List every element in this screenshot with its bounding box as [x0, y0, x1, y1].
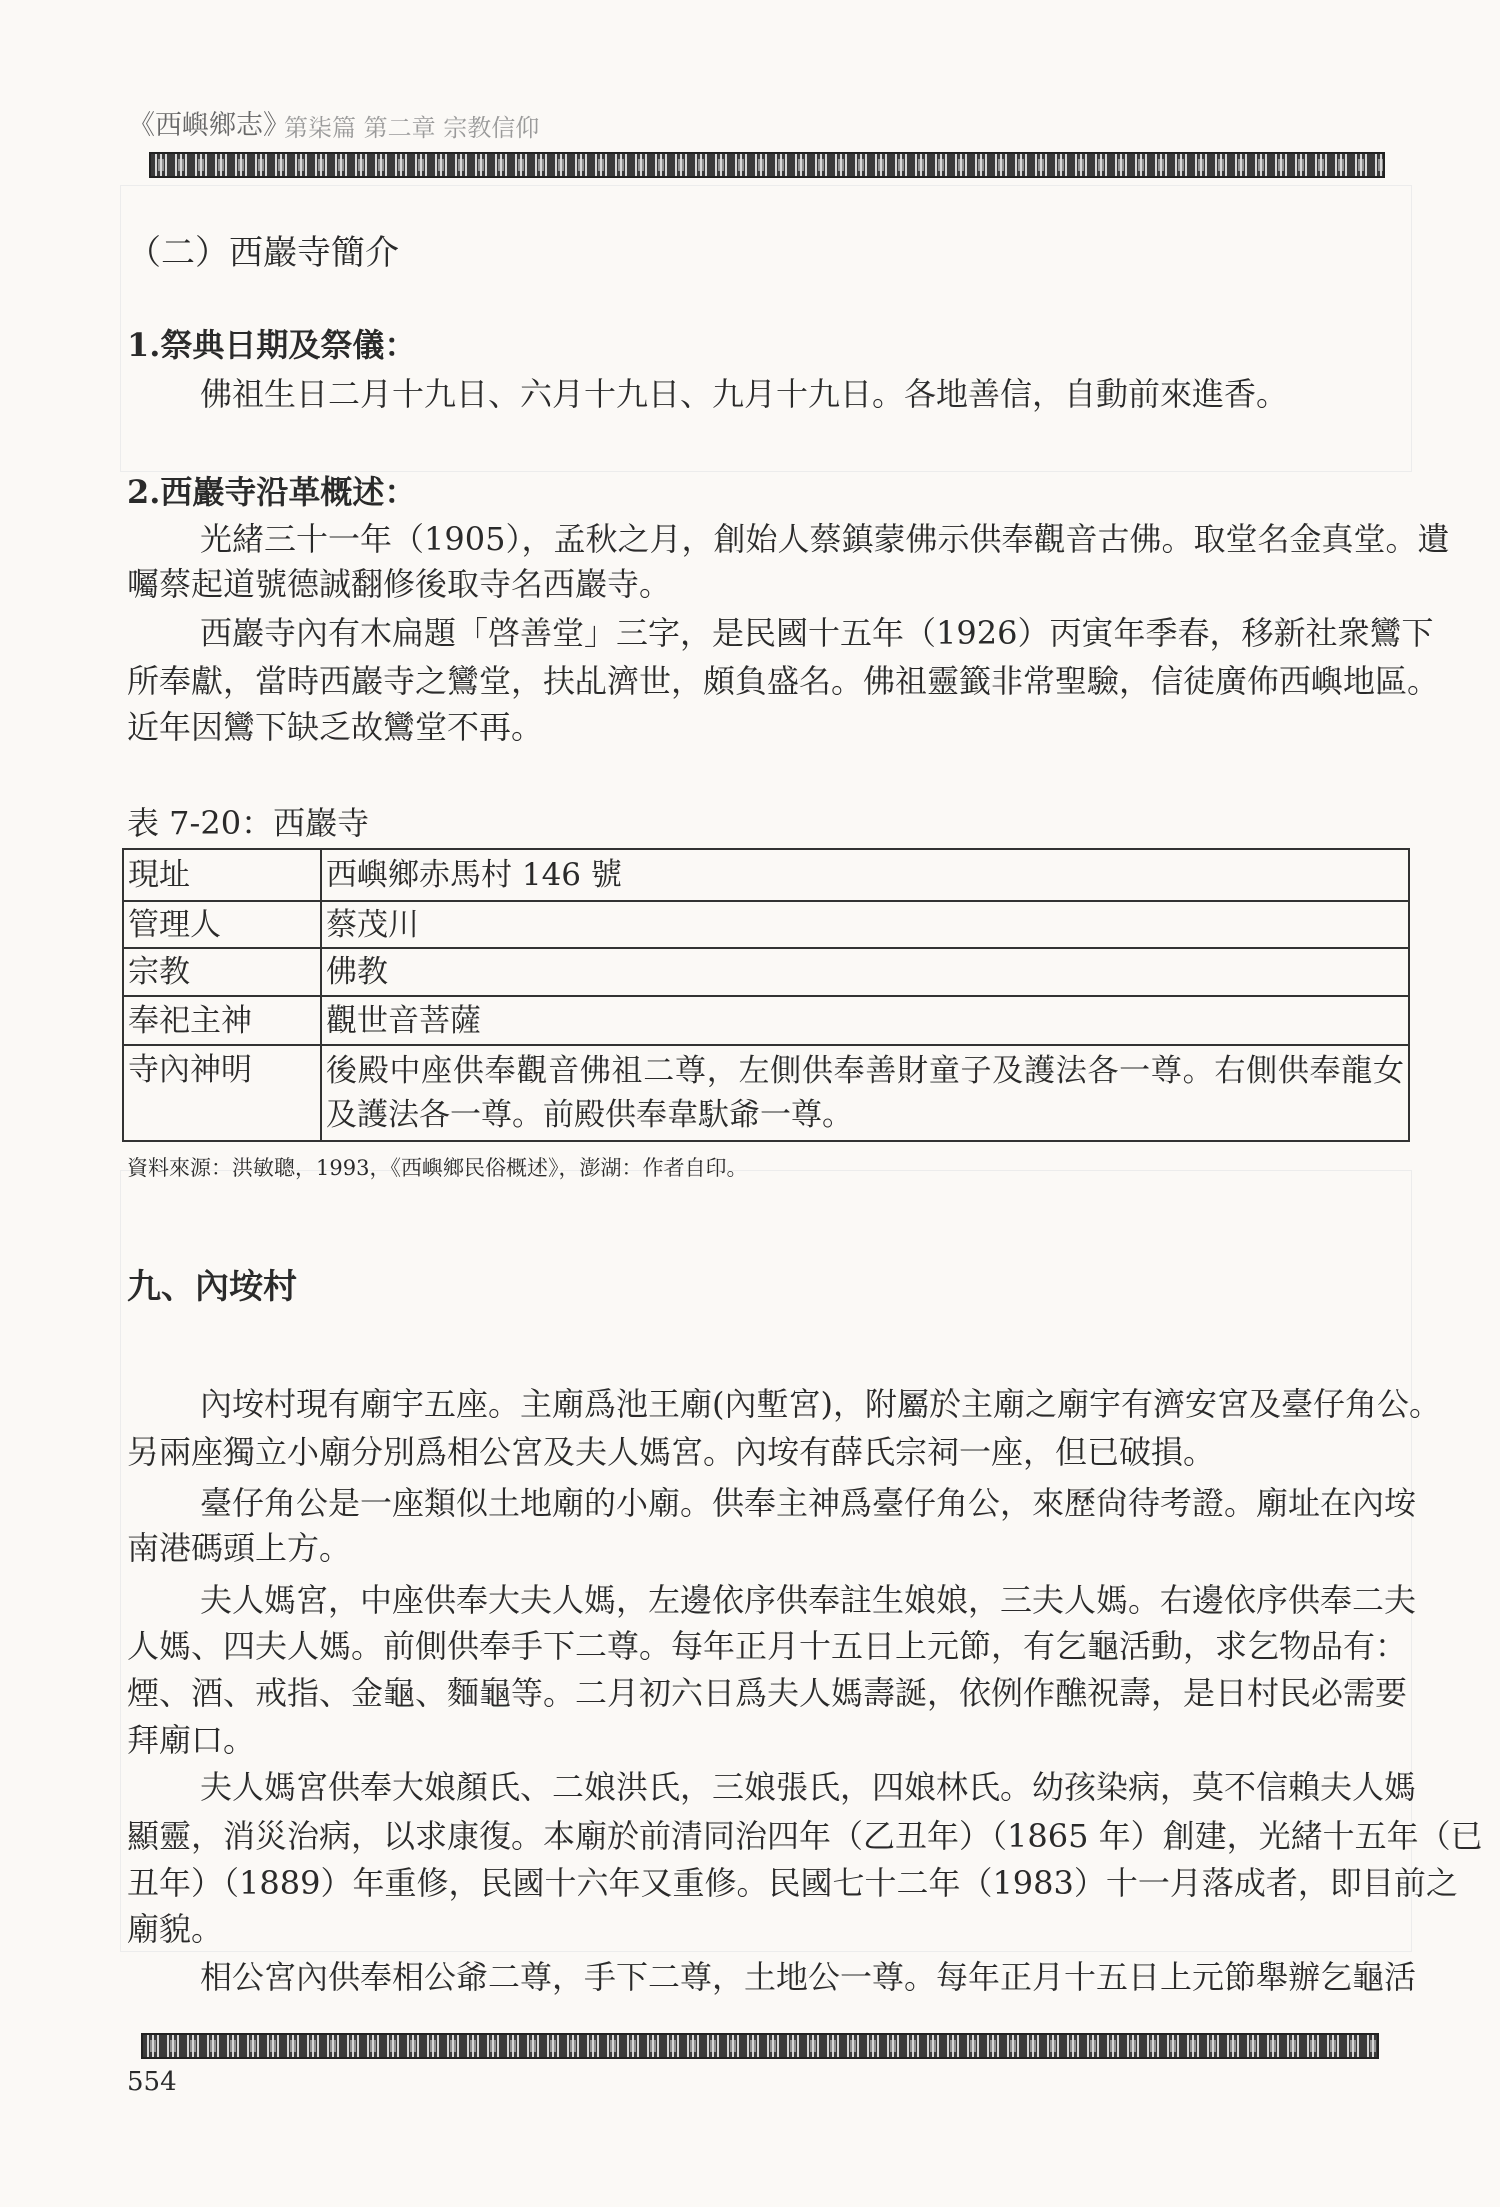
table-value: 觀世音菩薩	[321, 996, 1409, 1045]
temple-info-table	[122, 848, 1410, 1142]
paragraph-line: 所奉獻，當時西巖寺之鸞堂，扶乩濟世，頗負盛名。佛祖靈籤非常聖驗，信徒廣佈西嶼地區。	[127, 662, 1440, 700]
section-title: 九、內垵村	[127, 1267, 297, 1307]
running-header-title: 《西嶼鄉志》	[128, 110, 290, 141]
table-row	[123, 849, 1409, 901]
subsection-title: 1.祭典日期及祭儀：	[127, 326, 417, 364]
table-key: 奉祀主神	[123, 996, 321, 1045]
top-decorative-border	[149, 152, 1385, 178]
table-value: 西嶼鄉赤馬村 146 號	[321, 849, 1409, 901]
paragraph-line: 煙、酒、戒指、金龜、麵龜等。二月初六日爲夫人媽壽誕，依例作醮祝壽，是日村民必需要	[127, 1674, 1408, 1712]
table-value: 佛教	[321, 948, 1409, 996]
paragraph-line: 人媽、四夫人媽。前側供奉手下二尊。每年正月十五日上元節，有乞龜活動，求乞物品有：	[127, 1627, 1408, 1665]
table-caption: 表 7-20：西巖寺	[127, 804, 370, 842]
table-source-note: 資料來源：洪敏聰，1993，《西嶼鄉民俗概述》，澎湖：作者自印。	[127, 1156, 748, 1180]
table-key: 寺內神明	[123, 1045, 321, 1141]
table-row	[123, 901, 1409, 948]
paragraph-line: 西巖寺內有木扁題「啓善堂」三字，是民國十五年（1926）丙寅年季春，移新社衆鸞下	[200, 614, 1434, 652]
paragraph-line: 臺仔角公是一座類似土地廟的小廟。供奉主神爲臺仔角公，來歷尙待考證。廟址在內垵	[200, 1484, 1417, 1522]
table-row	[123, 948, 1409, 996]
table-value-line: 及護法各一尊。前殿供奉韋馱爺一尊。	[326, 1097, 853, 1133]
paragraph-line: 近年因鸞下缺乏故鸞堂不再。	[127, 708, 544, 746]
paragraph-line: 囑蔡起道號德誠翻修後取寺名西巖寺。	[127, 565, 672, 603]
table-key: 宗教	[123, 948, 321, 996]
table-value: 蔡茂川	[321, 901, 1409, 948]
paragraph-line: 光緒三十一年（1905），孟秋之月，創始人蔡鎮蒙佛示供奉觀音古佛。取堂名金真堂。遺	[200, 520, 1450, 558]
paragraph-line: 顯靈，消災治病，以求康復。本廟於前清同治四年（乙丑年）（1865 年）創建，光緒十五年（已	[127, 1817, 1483, 1855]
paragraph-line: 廟貌。	[127, 1910, 224, 1948]
subsection-title: 2.西巖寺沿革概述：	[127, 473, 417, 511]
page-number: 554	[127, 2067, 177, 2097]
paragraph-line: 南港碼頭上方。	[127, 1529, 352, 1567]
paragraph-line: 佛祖生日二月十九日、六月十九日、九月十九日。各地善信，自動前來進香。	[200, 375, 1289, 413]
bottom-decorative-border	[141, 2033, 1379, 2059]
running-header-chapter: 第柒篇 第二章 宗教信仰	[284, 114, 540, 142]
table-value-line: 後殿中座供奉觀音佛祖二尊，左側供奉善財童子及護法各一尊。右側供奉龍女	[326, 1053, 1404, 1089]
section-title: （二）西巖寺簡介	[127, 233, 399, 273]
table-key: 現址	[123, 849, 321, 901]
paragraph-line: 另兩座獨立小廟分別爲相公宮及夫人媽宮。內垵有薛氏宗祠一座，但已破損。	[127, 1433, 1216, 1471]
paragraph-line: 夫人媽宮，中座供奉大夫人媽，左邊依序供奉註生娘娘，三夫人媽。右邊依序供奉二夫	[200, 1581, 1417, 1619]
table-row	[123, 996, 1409, 1045]
paragraph-line: 拜廟口。	[127, 1721, 256, 1759]
paragraph-line: 丑年）（1889）年重修，民國十六年又重修。民國七十二年（1983）十一月落成者，即目前之	[127, 1864, 1458, 1902]
paragraph-line: 夫人媽宮供奉大娘顏氏、二娘洪氏，三娘張氏，四娘林氏。幼孩染病，莫不信賴夫人媽	[200, 1768, 1417, 1806]
paragraph-line: 內垵村現有廟宇五座。主廟爲池王廟(內塹宮)，附屬於主廟之廟宇有濟安宮及臺仔角公。	[200, 1385, 1441, 1423]
table-key: 管理人	[123, 901, 321, 948]
table-row	[123, 1045, 1409, 1141]
table-value	[321, 1045, 1409, 1141]
paragraph-line: 相公宮內供奉相公爺二尊，手下二尊，土地公一尊。每年正月十五日上元節舉辦乞龜活	[200, 1958, 1417, 1996]
